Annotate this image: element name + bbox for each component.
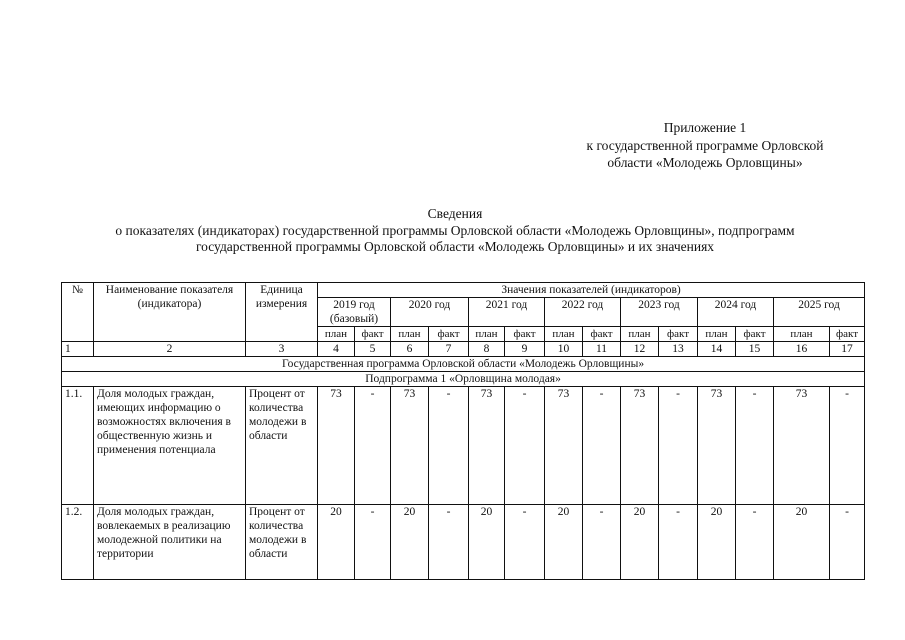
row-value: 73	[621, 387, 659, 505]
column-number: 16	[774, 342, 830, 357]
header-fact: факт	[583, 327, 621, 342]
column-number: 12	[621, 342, 659, 357]
header-fact: факт	[505, 327, 545, 342]
appendix-block	[540, 119, 870, 172]
column-number: 5	[355, 342, 391, 357]
column-number: 7	[429, 342, 469, 357]
row-value: 20	[469, 505, 505, 580]
row-value: -	[583, 387, 621, 505]
header-plan: план	[774, 327, 830, 342]
heading-line-3: государственной программы Орловской области «Молодежь Орловщины» и их значениях	[195, 239, 715, 254]
row-value: 20	[774, 505, 830, 580]
column-number: 14	[698, 342, 736, 357]
row-value: -	[429, 505, 469, 580]
row-value: -	[659, 505, 698, 580]
row-value: 73	[391, 387, 429, 505]
row-value: -	[830, 387, 865, 505]
column-number: 10	[545, 342, 583, 357]
header-plan: план	[698, 327, 736, 342]
row-unit: Процент от количества молодежи в области	[246, 387, 318, 505]
header-plan: план	[318, 327, 355, 342]
header-plan: план	[621, 327, 659, 342]
row-value: 20	[391, 505, 429, 580]
appendix-line-1: Приложение 1	[663, 120, 747, 135]
subprogram-title: Подпрограмма 1 «Орловщина молодая»	[62, 372, 865, 387]
row-value: 73	[318, 387, 355, 505]
column-number: 15	[736, 342, 774, 357]
column-number: 6	[391, 342, 429, 357]
row-value: -	[505, 505, 545, 580]
header-plan: план	[391, 327, 429, 342]
column-number: 17	[830, 342, 865, 357]
header-fact: факт	[830, 327, 865, 342]
header-fact: факт	[355, 327, 391, 342]
column-number: 11	[583, 342, 621, 357]
header-num: №	[62, 283, 94, 342]
header-fact: факт	[736, 327, 774, 342]
row-value: -	[429, 387, 469, 505]
row-value: 20	[698, 505, 736, 580]
row-value: -	[736, 387, 774, 505]
column-number: 9	[505, 342, 545, 357]
row-value: 20	[621, 505, 659, 580]
column-number: 4	[318, 342, 355, 357]
row-unit: Процент от количества молодежи в области	[246, 505, 318, 580]
row-num: 1.1.	[62, 387, 94, 505]
row-value: -	[830, 505, 865, 580]
column-numbers-row	[62, 342, 865, 357]
row-value: -	[355, 387, 391, 505]
row-value: 20	[318, 505, 355, 580]
indicators-table	[61, 282, 865, 580]
row-num: 1.2.	[62, 505, 94, 580]
row-value: -	[659, 387, 698, 505]
column-number: 8	[469, 342, 505, 357]
row-value: 73	[545, 387, 583, 505]
heading-line-2: о показателях (индикаторах) государственной программы Орловской области «Молодежь Орловщины», подпрограмм	[115, 222, 795, 238]
header-year: 2021 год	[469, 298, 545, 327]
header-fact: факт	[429, 327, 469, 342]
header-year: 2020 год	[391, 298, 469, 327]
header-year: 2019 год (базовый)	[318, 298, 391, 327]
appendix-line-2: к государственной программе Орловской	[586, 137, 824, 153]
row-value: -	[355, 505, 391, 580]
row-indicator-name: Доля молодых граждан, вовлекаемых в реализацию молодежной политики на территории	[94, 505, 246, 580]
row-value: 20	[545, 505, 583, 580]
header-year: 2025 год	[774, 298, 865, 327]
row-value: -	[505, 387, 545, 505]
header-unit: Единица измерения	[246, 283, 318, 342]
row-value: -	[583, 505, 621, 580]
header-name: Наименование показателя (индикатора)	[94, 283, 246, 342]
header-year: 2023 год	[621, 298, 698, 327]
row-value: -	[736, 505, 774, 580]
header-plan: план	[469, 327, 505, 342]
heading-title: Сведения	[427, 206, 483, 221]
column-number: 13	[659, 342, 698, 357]
row-value: 73	[469, 387, 505, 505]
header-values: Значения показателей (индикаторов)	[318, 283, 865, 298]
row-indicator-name: Доля молодых граждан, имеющих информацию о возможностях включения в общественную жизнь и применения потенциала	[94, 387, 246, 505]
column-number: 3	[246, 342, 318, 357]
table-row	[62, 387, 865, 505]
column-number: 1	[62, 342, 94, 357]
column-number: 2	[94, 342, 246, 357]
row-value: 73	[698, 387, 736, 505]
table-row	[62, 505, 865, 580]
document-heading	[40, 206, 870, 256]
row-value: 73	[774, 387, 830, 505]
program-title: Государственная программа Орловской области «Молодежь Орловщины»	[62, 357, 865, 372]
header-fact: факт	[659, 327, 698, 342]
header-year: 2022 год	[545, 298, 621, 327]
header-year: 2024 год	[698, 298, 774, 327]
header-plan: план	[545, 327, 583, 342]
appendix-line-3: области «Молодежь Орловщины»	[607, 155, 803, 170]
